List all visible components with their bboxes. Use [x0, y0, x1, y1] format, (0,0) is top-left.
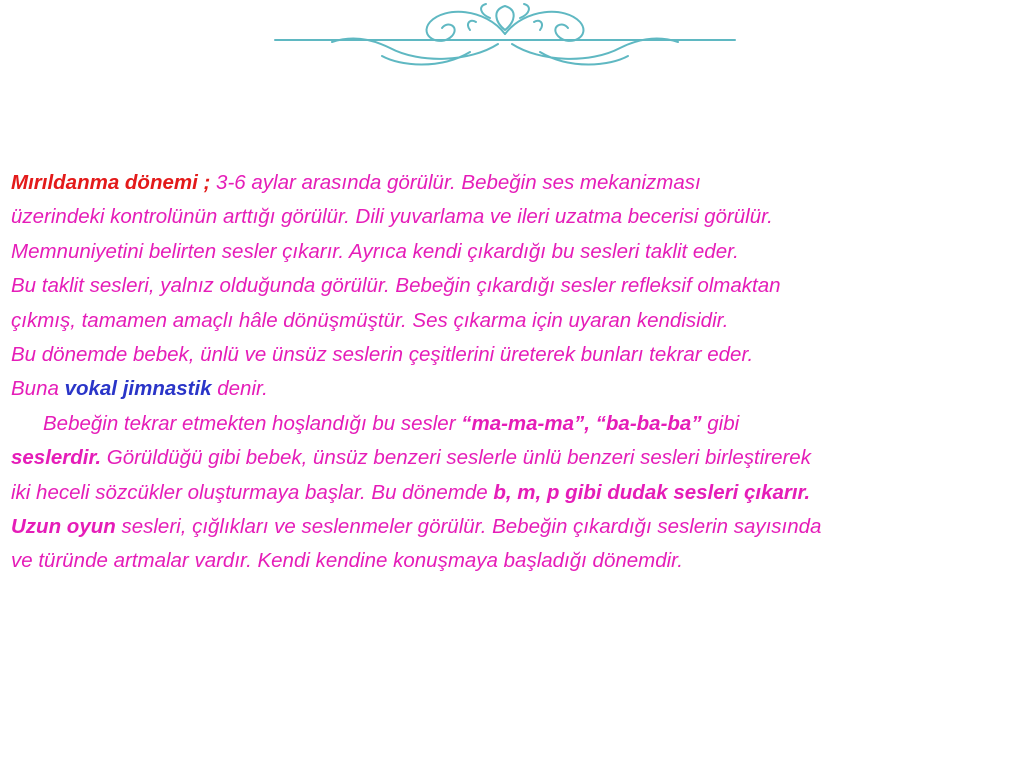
text-line: [11, 372, 1016, 406]
heading-separator: ;: [197, 171, 211, 194]
period-heading: Mırıldanma dönemi: [11, 171, 198, 194]
text-line: çıkmış, tamamen amaçlı hâle dönüşmüştür. Ses çıkarma için uyaran kendisidir.: [11, 308, 729, 332]
example-sounds: “ma-ma-ma”, “ba-ba-ba”: [461, 411, 702, 435]
bold-phrase: seslerdir.: [11, 446, 102, 470]
term-highlight: vokal jimnastik: [64, 377, 212, 401]
text-run: denir.: [211, 377, 268, 401]
text-run: Bebeğin tekrar etmekten hoşlandığı bu sesler: [43, 411, 462, 435]
text-run: Buna: [11, 377, 65, 401]
text-line: [11, 476, 1016, 510]
text-line: Memnuniyetini belirten sesler çıkarır. Ayrıca kendi çıkardığı bu sesleri taklit eder.: [11, 239, 739, 263]
text-line: [11, 166, 1016, 200]
text-line: üzerindeki kontrolünün arttığı görülür. Dili yuvarlama ve ileri uzatma becerisi görülür.: [11, 205, 773, 229]
text-run: gibi: [701, 411, 740, 435]
slide-body: [11, 166, 1016, 579]
bold-phrase: Uzun oyun: [11, 514, 116, 538]
text-line: [11, 510, 1016, 544]
text-run: sesleri, çığlıkları ve seslenmeler görülür. Bebeğin çıkardığı seslerin sayısında: [115, 514, 822, 538]
text-line: ve türünde artmalar vardır. Kendi kendine konuşmaya başladığı dönemdir.: [11, 549, 683, 573]
text-run: 3-6 aylar arasında görülür. Bebeğin ses mekanizması: [210, 171, 701, 194]
bold-phrase: b, m, p gibi dudak sesleri çıkarır.: [493, 480, 811, 504]
decorative-scroll-divider-icon: [270, 0, 740, 72]
text-run: Görüldüğü gibi bebek, ünsüz benzeri seslerle ünlü benzeri sesleri birleştirerek: [101, 446, 811, 470]
text-line: [11, 441, 1016, 475]
text-run: iki heceli sözcükler oluşturmaya başlar. Bu dönemde: [11, 480, 494, 504]
text-line: Bu taklit sesleri, yalnız olduğunda görülür. Bebeğin çıkardığı sesler refleksif olmaktan: [11, 274, 781, 298]
text-line: [11, 407, 1016, 441]
text-line: Bu dönemde bebek, ünlü ve ünsüz seslerin çeşitlerini üreterek bunları tekrar eder.: [11, 342, 754, 366]
